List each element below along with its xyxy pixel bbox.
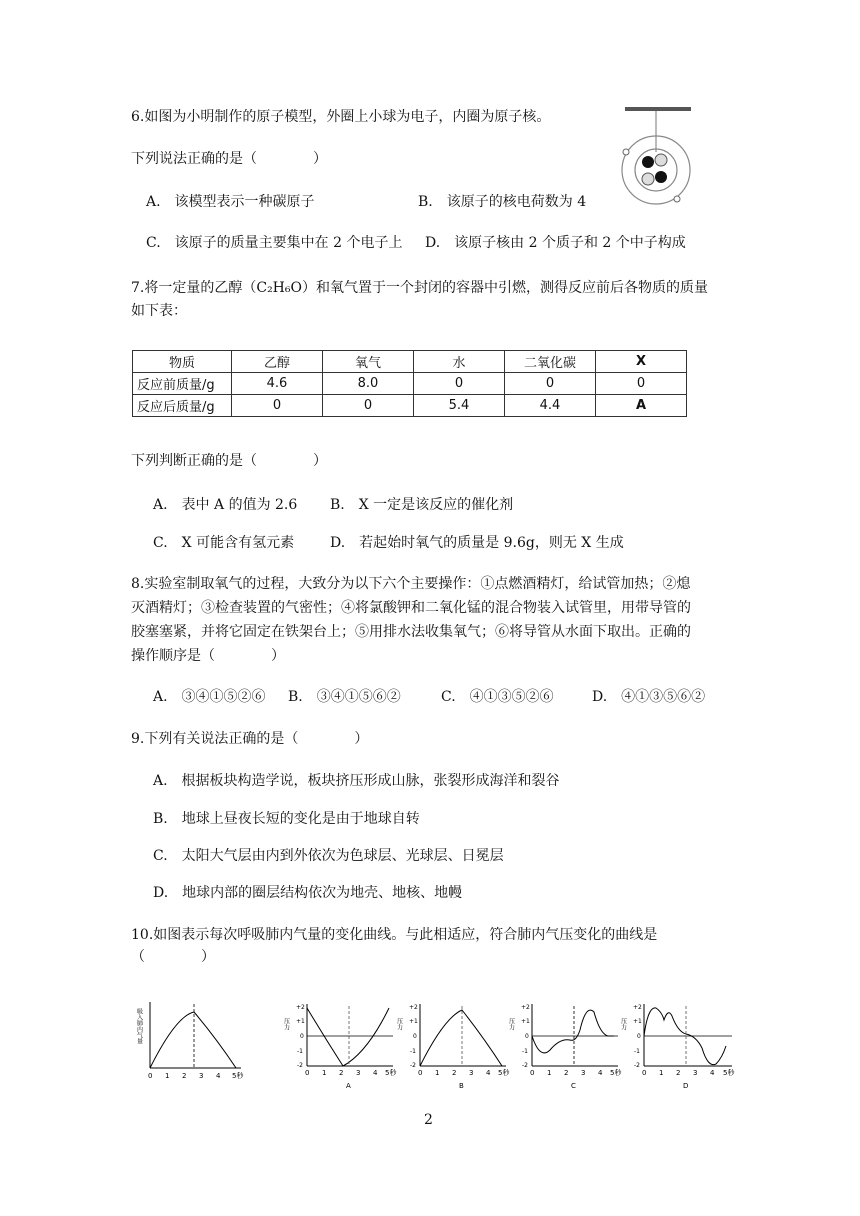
lung-volume-graph (136, 998, 251, 1083)
table-cell: 4.4 (505, 395, 596, 417)
tick-label: -2 (522, 1062, 528, 1069)
y-axis-label: 吸入肺内气量 (135, 1008, 143, 1044)
page-number: 2 (424, 1112, 433, 1128)
q6-stem: 6.如图为小明制作的原子模型，外圈上小球为电子，内圈为原子核。 (131, 109, 551, 125)
tick-label: -2 (634, 1062, 640, 1069)
q8-line3: 胶塞塞紧，并将它固定在铁架台上；⑤用排水法收集氧气；⑥将导管从水面下取出。正确的 (131, 624, 691, 640)
tick-label: 0 (525, 1033, 529, 1040)
tick-label: 5秒 (385, 1069, 397, 1077)
y-axis-label: 压力 (395, 1018, 403, 1030)
table-cell: 8.0 (323, 373, 414, 395)
q7-prompt: 下列判断正确的是（ ） (131, 453, 327, 469)
tick-label: -2 (410, 1062, 416, 1069)
table-cell: 0 (232, 395, 323, 417)
tick-label: 0 (300, 1033, 304, 1040)
q8-line2: 灭酒精灯；③检查装置的气密性；④将氯酸钾和二氧化锰的混合物装入试管里，用带导管的 (131, 600, 691, 616)
q10-stem-line1: 10.如图表示每次呼吸肺内气量的变化曲线。与此相适应，符合肺内气压变化的曲线是 (131, 927, 658, 943)
graph-caption: B (459, 1082, 464, 1090)
tick-label: 4 (216, 1072, 221, 1080)
tick-label: 4 (486, 1069, 491, 1077)
y-axis-label: 压力 (507, 1018, 515, 1030)
tick-label: 0 (530, 1069, 535, 1077)
q8-line4: 操作顺序是（ ） (131, 648, 285, 664)
tick-label: -1 (297, 1048, 303, 1055)
tick-label: +1 (296, 1018, 305, 1025)
tick-label: -1 (522, 1048, 528, 1055)
table-cell: 0 (505, 373, 596, 395)
table-cell: 反应后质量/g (133, 395, 232, 417)
tick-label: +1 (633, 1018, 642, 1025)
tick-label: 0 (642, 1069, 647, 1077)
y-axis-label: 压力 (282, 1018, 290, 1030)
q7-stem-line1: 7.将一定量的乙醇（C₂H₆O）和氧气置于一个封闭的容器中引燃，测得反应前后各物质的质量 (131, 280, 708, 296)
tick-label: 2 (182, 1072, 187, 1080)
tick-label: 2 (564, 1069, 569, 1077)
table-row (133, 373, 687, 395)
tick-label: 5秒 (498, 1069, 510, 1077)
tick-label: 2 (676, 1069, 681, 1077)
tick-label: +1 (521, 1018, 530, 1025)
tick-label: 0 (148, 1072, 153, 1080)
tick-label: 5秒 (610, 1069, 622, 1077)
q9-option-d: D. 地球内部的圈层结构依次为地壳、地核、地幔 (153, 885, 463, 901)
q8-option-b: B. ③④①⑤⑥② (288, 689, 401, 705)
q6-prompt: 下列说法正确的是（ ） (131, 151, 327, 167)
q8-line1: 8.实验室制取氧气的过程，大致分为以下六个主要操作：①点燃酒精灯，给试管加热；②熄 (131, 576, 691, 592)
table-header-cell: 二氧化碳 (505, 351, 596, 373)
q7-option-a: A. 表中 A 的值为 2.6 (153, 497, 298, 513)
pressure-graph-d (619, 998, 740, 1090)
table-cell: A (596, 395, 687, 417)
q9-option-a: A. 根据板块构造学说，板块挤压形成山脉，张裂形成海洋和裂谷 (153, 773, 560, 789)
table-cell: 反应前质量/g (133, 373, 232, 395)
table-header-cell: 氧气 (323, 351, 414, 373)
q8-option-a: A. ③④①⑤②⑥ (153, 689, 266, 705)
q6-option-d: D. 该原子核由 2 个质子和 2 个中子构成 (425, 235, 686, 251)
tick-label: 2 (339, 1069, 344, 1077)
q7-stem-line2: 如下表： (131, 303, 187, 319)
table-header-cell: X (596, 351, 687, 373)
q9-option-b: B. 地球上昼夜长短的变化是由于地球自转 (153, 811, 420, 827)
tick-label: 3 (581, 1069, 586, 1077)
tick-label: -1 (410, 1048, 416, 1055)
table-cell: 0 (414, 373, 505, 395)
tick-label: 4 (710, 1069, 715, 1077)
tick-label: +2 (521, 1004, 530, 1011)
q6-option-b: B. 该原子的核电荷数为 4 (418, 194, 587, 210)
table-cell: 4.6 (232, 373, 323, 395)
pressure-graph-c (507, 998, 625, 1090)
table-header-cell: 乙醇 (232, 351, 323, 373)
tick-label: 0 (418, 1069, 423, 1077)
q6-option-a: A. 该模型表示一种碳原子 (146, 194, 315, 210)
tick-label: 4 (598, 1069, 603, 1077)
y-axis-label: 压力 (619, 1018, 627, 1030)
tick-label: 1 (165, 1072, 170, 1080)
graph-caption: A (346, 1082, 351, 1090)
tick-label: +2 (633, 1004, 642, 1011)
q9-option-c: C. 太阳大气层由内到外依次为色球层、光球层、日冕层 (153, 848, 504, 864)
tick-label: 1 (547, 1069, 552, 1077)
tick-label: 0 (305, 1069, 310, 1077)
tick-label: 3 (356, 1069, 361, 1077)
q7-mass-table (132, 350, 687, 417)
tick-label: 4 (373, 1069, 378, 1077)
q6-option-c: C. 该原子的质量主要集中在 2 个电子上 (146, 235, 403, 251)
q7-option-c: C. X 可能含有氢元素 (153, 535, 295, 551)
q7-option-b: B. X 一定是该反应的催化剂 (330, 497, 514, 513)
q10-stem-line2: （ ） (131, 949, 215, 965)
tick-label: +2 (296, 1004, 305, 1011)
atom-model-figure (610, 104, 700, 204)
tick-label: 5秒 (723, 1069, 735, 1077)
pressure-graph-a (282, 998, 400, 1090)
tick-label: 1 (322, 1069, 327, 1077)
table-cell: 0 (323, 395, 414, 417)
tick-label: -1 (634, 1048, 640, 1055)
table-cell: 0 (596, 373, 687, 395)
q7-option-d: D. 若起始时氧气的质量是 9.6g，则无 X 生成 (330, 535, 624, 551)
graph-caption: D (683, 1082, 689, 1090)
tick-label: 3 (199, 1072, 204, 1080)
table-header-cell: 水 (414, 351, 505, 373)
tick-label: +1 (409, 1018, 418, 1025)
tick-label: 2 (452, 1069, 457, 1077)
table-header-row (133, 351, 687, 373)
q9-stem: 9.下列有关说法正确的是（ ） (131, 731, 369, 747)
pressure-graph-b (395, 998, 513, 1090)
tick-label: 0 (413, 1033, 417, 1040)
tick-label: +2 (409, 1004, 418, 1011)
tick-label: 3 (469, 1069, 474, 1077)
graph-caption: C (571, 1082, 576, 1090)
tick-label: 1 (659, 1069, 664, 1077)
tick-label: 5秒 (232, 1072, 244, 1080)
tick-label: 1 (435, 1069, 440, 1077)
tick-label: -2 (297, 1062, 303, 1069)
q8-option-c: C. ④①③⑤②⑥ (441, 689, 554, 705)
q8-option-d: D. ④①③⑤⑥② (592, 689, 706, 705)
tick-label: 0 (637, 1033, 641, 1040)
table-row (133, 395, 687, 417)
tick-label: 3 (693, 1069, 698, 1077)
table-cell: 5.4 (414, 395, 505, 417)
table-header-cell: 物质 (133, 351, 232, 373)
